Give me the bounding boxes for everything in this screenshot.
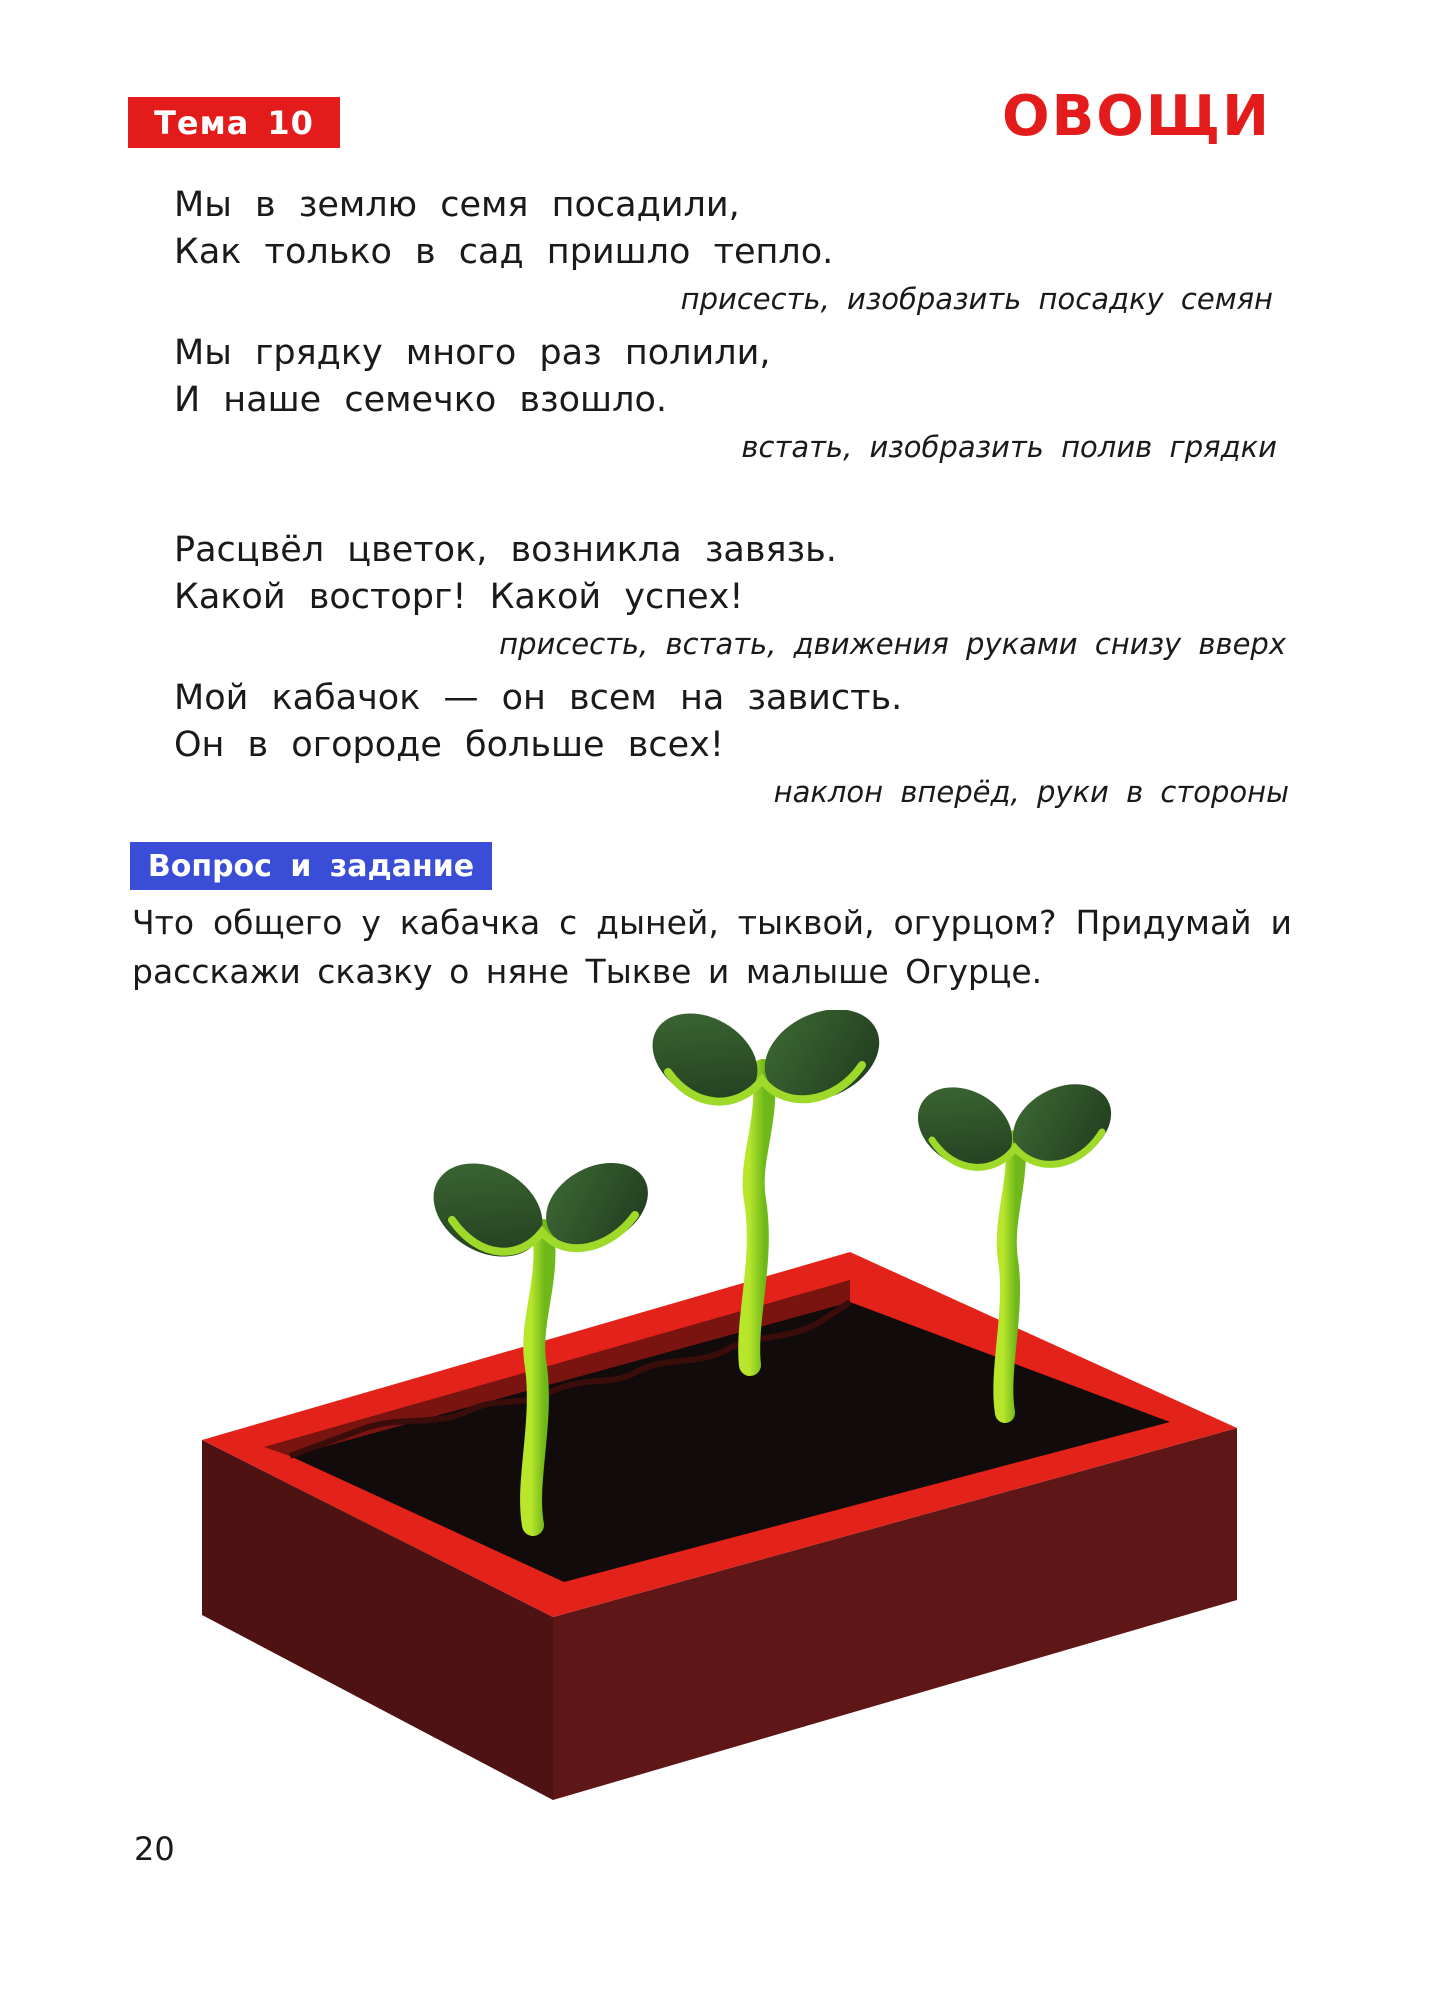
stanza-2-line-2: И наше семечко взошло. xyxy=(174,380,667,420)
stanza-1-direction: присесть, изобразить посадку семян xyxy=(680,282,1273,316)
task-badge: Вопрос и задание xyxy=(130,842,492,890)
stanza-1-line-2: Как только в сад пришло тепло. xyxy=(174,232,834,272)
stanza-1-line-1: Мы в землю семя посадили, xyxy=(174,185,740,225)
seedling-left-stem xyxy=(531,1230,544,1525)
topic-label: Тема xyxy=(154,103,250,142)
stanza-4-line-1: Мой кабачок — он всем на зависть. xyxy=(174,678,903,718)
task-text: Что общего у кабачка с дыней, тыквой, огурцом? Придумай и расскажи сказку о няне Тыкве и малыше Огурце. xyxy=(132,903,1292,991)
stanza-3-line-1: Расцвёл цветок, возникла завязь. xyxy=(174,530,837,570)
stanza-3-direction: присесть, встать, движения руками снизу вверх xyxy=(499,627,1286,661)
stanza-3-line-2: Какой восторг! Какой успех! xyxy=(174,577,744,617)
topic-badge xyxy=(128,97,340,148)
stanza-4-line-2: Он в огороде больше всех! xyxy=(174,725,724,765)
seedling-right-stem xyxy=(1003,1140,1016,1413)
stanza-2-direction: встать, изобразить полив грядки xyxy=(741,430,1277,464)
page-title: ОВОЩИ xyxy=(1002,84,1271,149)
garden-box xyxy=(202,1252,1237,1800)
topic-number: 10 xyxy=(267,103,314,142)
seedling-bed-illustration xyxy=(190,1010,1250,1810)
page-number: 20 xyxy=(134,1830,175,1868)
stanza-2-line-1: Мы грядку много раз полили, xyxy=(174,333,771,373)
stanza-4-direction: наклон вперёд, руки в стороны xyxy=(773,775,1289,809)
